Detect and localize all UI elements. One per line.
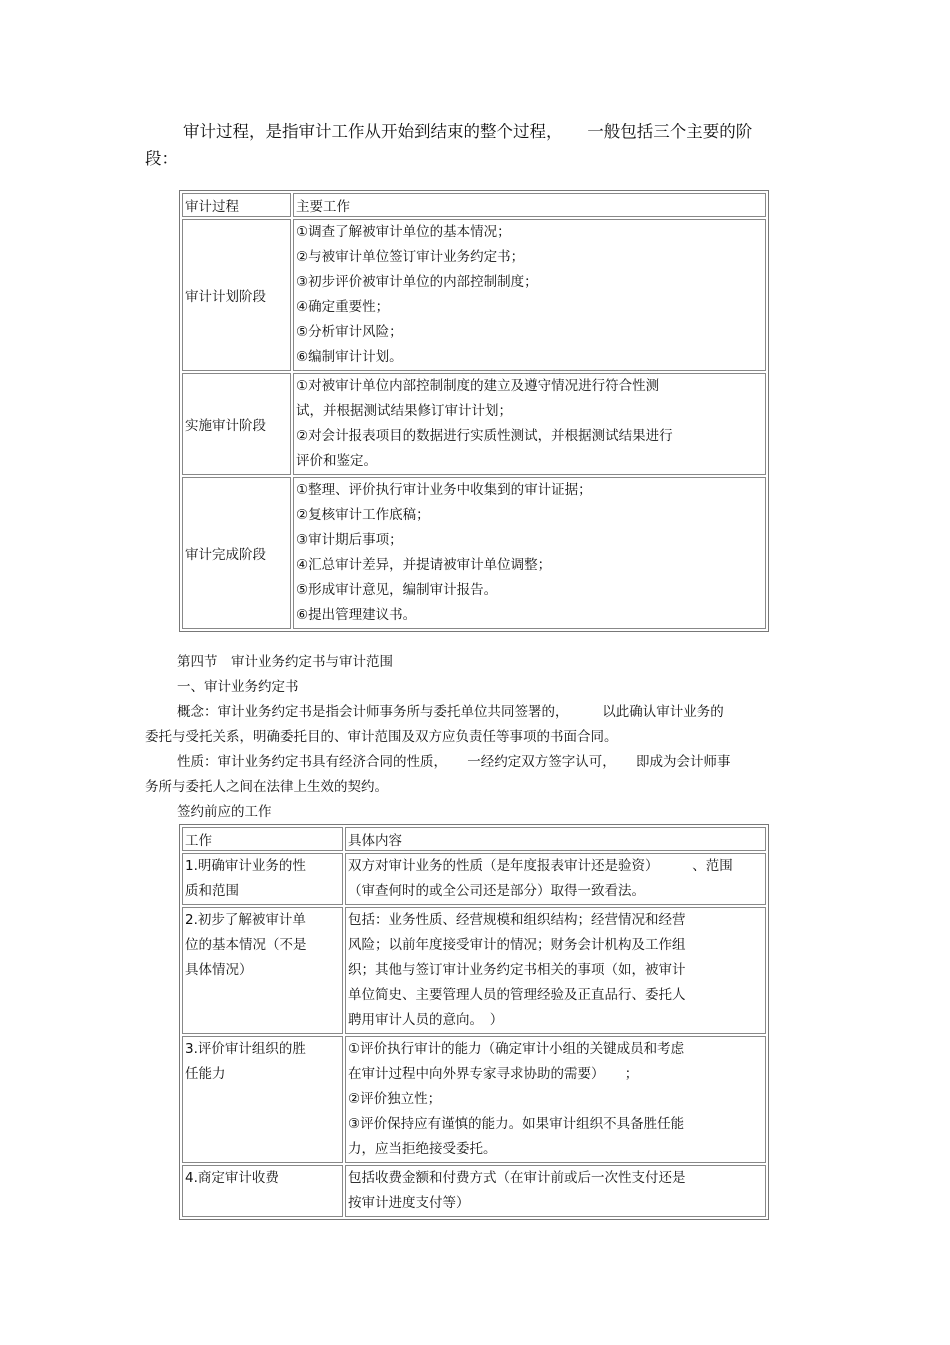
work-item-line: 3.评价审计组织的胜	[185, 1041, 306, 1057]
content-cell	[345, 1036, 766, 1163]
header-cell: 主要工作	[293, 193, 766, 217]
content-line: （审查何时的或全公司还是部分）取得一致看法。	[348, 883, 645, 899]
work-line: ②对会计报表项目的数据进行实质性测试，并根据测试结果进行	[296, 428, 673, 444]
table-row	[182, 477, 766, 629]
intro-line: 段：	[145, 149, 178, 168]
content-line: 风险；以前年度接受审计的情况；财务会计机构及工作组	[348, 937, 686, 953]
section-subheading: 一、审计业务约定书	[177, 679, 299, 695]
content-cell	[345, 1165, 766, 1217]
work-line: 评价和鉴定。	[296, 453, 377, 469]
content-line: 包括：业务性质、经营规模和组织结构；经营情况和经营	[348, 912, 686, 928]
work-line: ②复核审计工作底稿；	[296, 507, 430, 523]
content-line: ③评价保持应有谨慎的能力。如果审计组织不具备胜任能	[348, 1116, 685, 1132]
work-line: ①调查了解被审计单位的基本情况；	[296, 224, 511, 240]
work-cell	[293, 477, 766, 629]
work-line: ④确定重要性；	[296, 299, 390, 315]
nature-line: 务所与委托人之间在法律上生效的契约。	[145, 779, 388, 795]
pre-sign-label: 签约前应的工作	[177, 804, 272, 820]
stage-cell: 审计完成阶段	[182, 477, 291, 629]
content-cell	[345, 907, 766, 1034]
content-line: 包括收费金额和付费方式（在审计前或后一次性支付还是	[348, 1170, 686, 1186]
work-item-line: 2.初步了解被审计单	[185, 912, 306, 928]
table-row	[182, 1165, 766, 1217]
content-line: 单位简史、主要管理人员的管理经验及正直品行、委托人	[348, 987, 686, 1003]
work-item-cell	[182, 1036, 343, 1163]
pre-sign-work-table	[179, 824, 769, 1220]
header-cell: 具体内容	[345, 827, 766, 851]
content-line: 按审计进度支付等）	[348, 1195, 470, 1211]
work-item-line: 任能力	[185, 1066, 226, 1082]
content-line: 织；其他与签订审计业务约定书相关的事项（如，被审计	[348, 962, 686, 978]
work-cell	[293, 373, 766, 475]
work-item-cell	[182, 853, 343, 905]
content-line: 聘用审计人员的意向。 ）	[348, 1012, 504, 1028]
work-cell	[293, 219, 766, 371]
stage-cell: 实施审计阶段	[182, 373, 291, 475]
work-item-cell	[182, 1165, 343, 1217]
table-row	[182, 907, 766, 1034]
work-item-line: 质和范围	[185, 883, 239, 899]
intro-paragraph	[145, 118, 795, 172]
work-line: ⑤分析审计风险；	[296, 324, 403, 340]
content-line: 在审计过程中向外界专家寻求协助的需要） ；	[348, 1066, 639, 1082]
section-block	[145, 650, 805, 825]
intro-line: 审计过程，是指审计工作从开始到结束的整个过程， 一般包括三个主要的阶	[183, 122, 753, 141]
work-line: ③初步评价被审计单位的内部控制制度；	[296, 274, 538, 290]
content-cell	[345, 853, 766, 905]
work-item-line: 4.商定审计收费	[185, 1170, 279, 1186]
table-row	[182, 853, 766, 905]
work-line: ①对被审计单位内部控制制度的建立及遵守情况进行符合性测	[296, 378, 660, 394]
work-item-line: 1.明确审计业务的性	[185, 858, 306, 874]
nature-line: 性质：审计业务约定书具有经济合同的性质， 一经约定双方签字认可， 即成为会计师事	[177, 754, 731, 770]
section-heading: 第四节 审计业务约定书与审计范围	[177, 654, 393, 670]
content-line: ①评价执行审计的能力（确定审计小组的关键成员和考虑	[348, 1041, 685, 1057]
stage-cell: 审计计划阶段	[182, 219, 291, 371]
work-line: ①整理、评价执行审计业务中收集到的审计证据；	[296, 482, 592, 498]
table-row	[182, 1036, 766, 1163]
work-line: ④汇总审计差异，并提请被审计单位调整；	[296, 557, 552, 573]
header-cell: 工作	[182, 827, 343, 851]
work-line: ⑥编制审计计划。	[296, 349, 403, 365]
table-header-row	[182, 193, 766, 217]
concept-line: 委托与受托关系，明确委托目的、审计范围及双方应负责任等事项的书面合同。	[145, 729, 618, 745]
content-line: 双方对审计业务的性质（是年度报表审计还是验资） 、范围	[348, 858, 733, 874]
table-row	[182, 219, 766, 371]
table-header-row	[182, 827, 766, 851]
work-item-line: 位的基本情况（不是	[185, 937, 307, 953]
work-item-cell	[182, 907, 343, 1034]
content-line: ②评价独立性；	[348, 1091, 442, 1107]
work-line: ②与被审计单位签订审计业务约定书；	[296, 249, 525, 265]
work-line: ⑤形成审计意见，编制审计报告。	[296, 582, 498, 598]
work-line: ⑥提出管理建议书。	[296, 607, 417, 623]
work-line: ③审计期后事项；	[296, 532, 403, 548]
content-line: 力，应当拒绝接受委托。	[348, 1141, 497, 1157]
work-line: 试，并根据测试结果修订审计计划；	[296, 403, 512, 419]
audit-process-table	[179, 190, 769, 632]
work-item-line: 具体情况）	[185, 962, 253, 978]
header-cell: 审计过程	[182, 193, 291, 217]
concept-line: 概念：审计业务约定书是指会计师事务所与委托单位共同签署的， 以此确认审计业务的	[177, 704, 724, 720]
table-row	[182, 373, 766, 475]
